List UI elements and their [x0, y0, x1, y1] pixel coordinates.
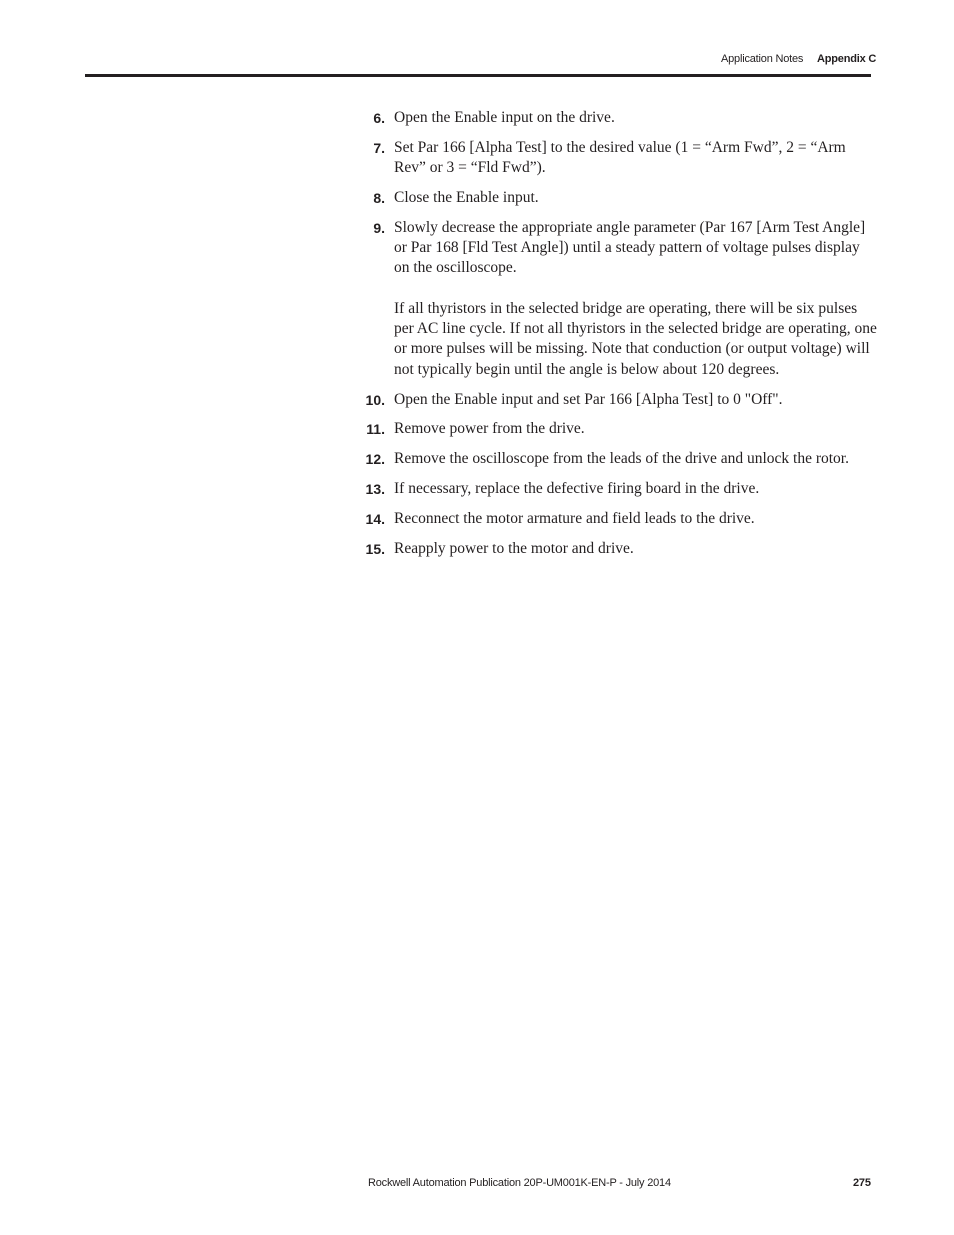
step-item — [358, 218, 878, 380]
step-number: 8. — [373, 189, 385, 206]
step-text: Open the Enable input on the drive. — [394, 109, 615, 126]
step-number: 10. — [365, 391, 385, 408]
footer-page-number: 275 — [853, 1177, 871, 1189]
step-item — [358, 419, 878, 439]
step-text: Slowly decrease the appropriate angle parameter (Par 167 [Arm Test Angle] or Par 168 [Fld Test Angle]) until a steady pattern of voltage pulses display on the oscilloscope. — [394, 218, 866, 277]
header-appendix-label: Appendix C — [817, 53, 877, 65]
footer-publication: Rockwell Automation Publication 20P-UM001K-EN-P - July 2014 — [368, 1177, 671, 1189]
step-text: If necessary, replace the defective firing board in the drive. — [394, 479, 760, 497]
procedure-steps-list — [358, 108, 878, 568]
step-item — [358, 449, 878, 469]
step-note: If all thyristors in the selected bridge are operating, there will be six pulses per AC line cycle. If not all thyristors in the selected bridge are operating, one or more pulses will be missing. Note that conduction (or output voltage) will not typically begin until the angle is below about 120 degrees. — [394, 299, 877, 378]
step-number: 9. — [373, 219, 385, 236]
step-text: Open the Enable input and set Par 166 [Alpha Test] to 0 "Off". — [394, 390, 783, 408]
step-number: 11. — [366, 421, 385, 438]
step-item — [358, 188, 878, 208]
step-number: 13. — [365, 480, 385, 497]
step-number: 7. — [373, 139, 385, 156]
step-item — [358, 539, 878, 559]
step-item — [358, 108, 878, 128]
step-text: Set Par 166 [Alpha Test] to the desired value (1 = “Arm Fwd”, 2 = “Arm Rev” or 3 = “Fld Fwd”). — [394, 138, 846, 177]
step-number: 6. — [373, 110, 385, 126]
step-number: 14. — [365, 510, 385, 527]
step-item — [358, 509, 878, 529]
step-item — [358, 479, 878, 499]
step-item — [358, 138, 878, 179]
step-text: Reapply power to the motor and drive. — [394, 539, 634, 557]
header-section-title: Application Notes — [721, 53, 804, 65]
step-text: Reconnect the motor armature and field leads to the drive. — [394, 509, 755, 527]
step-text: Remove the oscilloscope from the leads of the drive and unlock the rotor. — [394, 450, 849, 468]
step-text: Remove power from the drive. — [394, 420, 585, 438]
step-number: 15. — [365, 540, 385, 557]
step-item — [358, 390, 878, 410]
header-rule — [85, 74, 871, 77]
step-number: 12. — [365, 451, 385, 468]
step-text: Close the Enable input. — [394, 188, 539, 206]
